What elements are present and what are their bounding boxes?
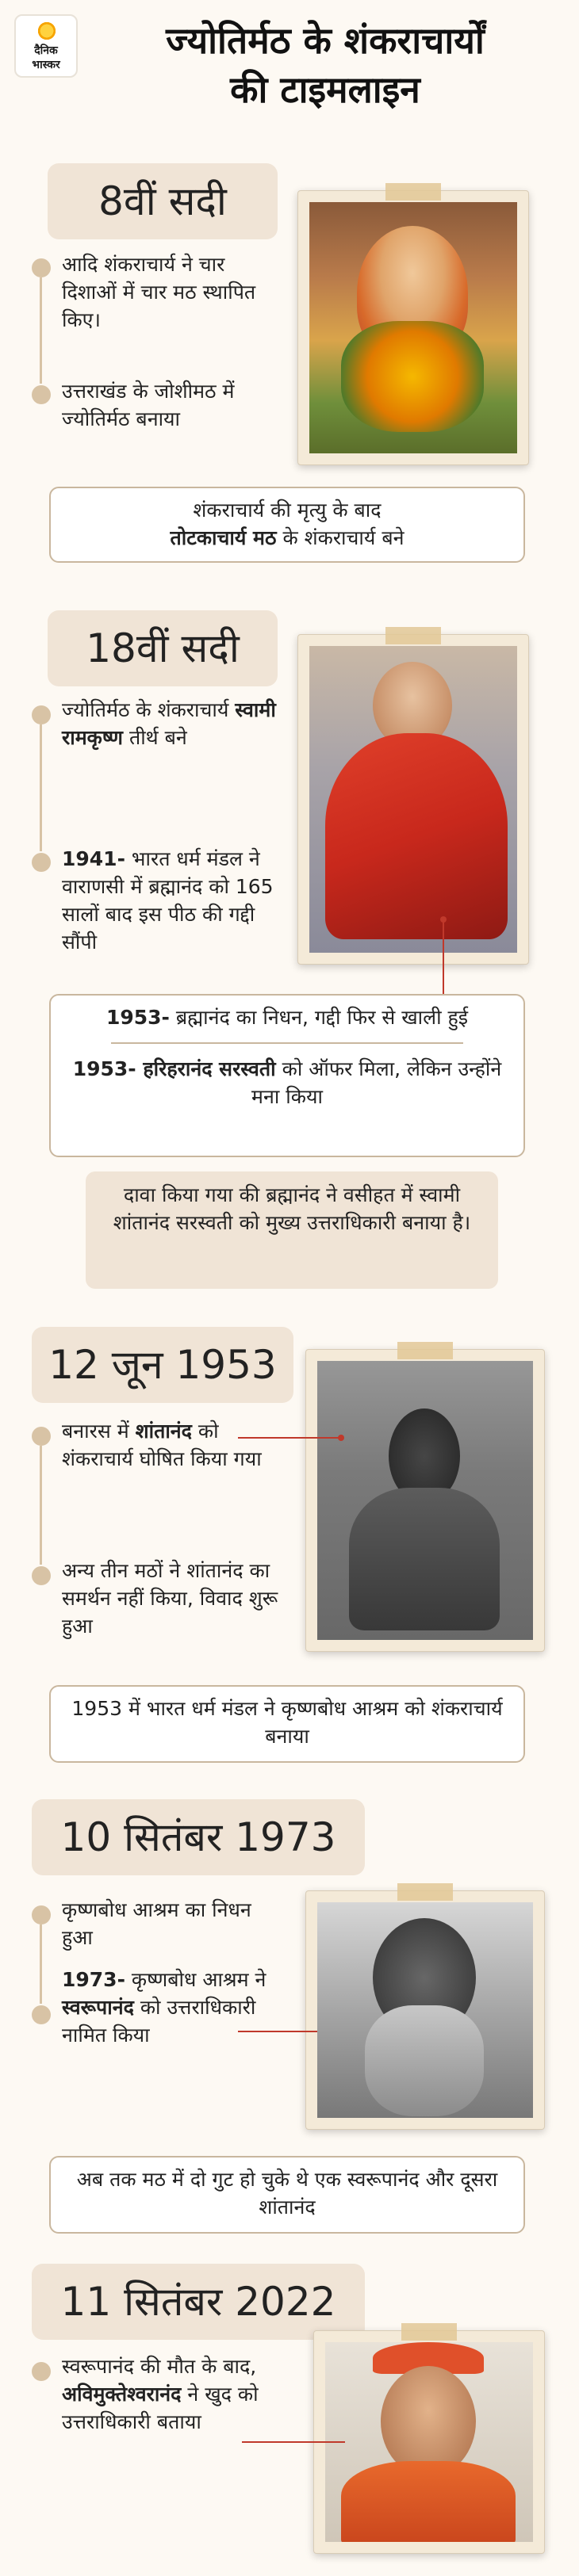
- point-year: 1941-: [62, 847, 125, 870]
- info-box-text: को ऑफर मिला, लेकिन उन्होंने मना किया: [251, 1057, 502, 1108]
- timeline-bullet: [32, 2005, 51, 2024]
- timeline-bullet: [32, 853, 51, 872]
- divider: [111, 1042, 463, 1044]
- era-label: 11 सितंबर 2022: [32, 2264, 365, 2340]
- point-bold: अविमुक्तेश्वरानंद: [62, 2383, 182, 2406]
- timeline-point: कृष्णबोध आश्रम का निधन हुआ: [62, 1898, 251, 1949]
- point-text-end: तीर्थ बने: [128, 726, 187, 749]
- info-box-year: 1953-: [105, 1006, 170, 1029]
- timeline-point: [62, 845, 276, 956]
- logo-line1: दैनिक: [34, 44, 58, 57]
- info-box-bold: तोटकाचार्य मठ: [170, 526, 277, 549]
- portrait-photo: [305, 1349, 545, 1652]
- timeline-point: [62, 2352, 300, 2436]
- timeline-bullet: [32, 1566, 51, 1585]
- point-year: 1973-: [62, 1968, 125, 1991]
- info-box: 1953 में भारत धर्म मंडल ने कृष्णबोध आश्रम को शंकराचार्य बनाया: [49, 1685, 525, 1763]
- point-bold: स्वरूपानंद: [62, 1996, 134, 2019]
- info-box: अब तक मठ में दो गुट हो चुके थे एक स्वरूपानंद और दूसरा शांतानंद: [49, 2156, 525, 2234]
- info-box-year: 1953- हरिहरानंद सरस्वती: [72, 1057, 276, 1080]
- point-text: कृष्णबोध आश्रम ने: [131, 1968, 266, 1991]
- point-text: भारत धर्म मंडल ने वाराणसी में ब्रह्मानंद को 165 सालों बाद इस पीठ की गद्दी सौंपी: [62, 847, 274, 954]
- info-box-row1: [63, 1003, 511, 1031]
- point-text-end: को उत्तराधिकारी नामित किया: [62, 1996, 256, 2047]
- connector-dot: [338, 1435, 344, 1441]
- info-box: [49, 994, 525, 1157]
- photo-tape: [401, 2323, 457, 2341]
- note-box: दावा किया गया की ब्रह्मानंद ने वसीहत में स्वामी शांतानंद सरस्वती को मुख्य उत्तराधिकारी बनाया है।: [86, 1171, 498, 1289]
- info-box-text: ब्रह्मानंद का निधन, गद्दी फिर से खाली हुई: [175, 1006, 469, 1029]
- timeline-line: [40, 277, 42, 384]
- era-label: 18वीं सदी: [48, 610, 278, 686]
- timeline-point: अन्य तीन मठों ने शांतानंद का समर्थन नहीं किया, विवाद शुरू हुआ: [62, 1559, 278, 1638]
- connector-line: [242, 2441, 345, 2443]
- portrait-photo: [297, 634, 529, 965]
- sun-icon: [36, 21, 57, 41]
- point-bold: स्वामी रामकृष्ण: [62, 698, 276, 749]
- connector-dot: [440, 916, 447, 923]
- logo-line2: भास्कर: [32, 59, 60, 71]
- title-line2: की टाइमलाइन: [230, 68, 420, 111]
- point-bold: शांतानंद: [135, 1420, 192, 1443]
- era-label: 12 जून 1953: [32, 1327, 293, 1403]
- timeline-line: [40, 724, 42, 851]
- title-line1: ज्योतिर्मठ के शंकराचार्यों: [166, 19, 485, 62]
- timeline-point: [62, 1417, 292, 1473]
- era-label: 10 सितंबर 1973: [32, 1799, 365, 1875]
- page-title: [87, 16, 563, 114]
- info-box: [49, 487, 525, 563]
- photo-tape: [385, 627, 441, 644]
- portrait-photo: [305, 1890, 545, 2130]
- timeline-bullet: [32, 1905, 51, 1924]
- timeline-point: [62, 1966, 292, 2049]
- dainik-bhaskar-logo: [14, 14, 78, 78]
- info-box-line1: शंकराचार्य की मृत्यु के बाद: [193, 499, 382, 522]
- timeline-bullet: [32, 2362, 51, 2381]
- timeline-point: आदि शंकराचार्य ने चार दिशाओं में चार मठ स्थापित किए।: [62, 253, 256, 331]
- portrait-photo: [297, 190, 529, 465]
- point-text: बनारस में: [62, 1420, 129, 1443]
- timeline-bullet: [32, 1427, 51, 1446]
- timeline-bullet: [32, 258, 51, 277]
- info-box-rest: के शंकराचार्य बने: [282, 526, 405, 549]
- timeline-line: [40, 1446, 42, 1565]
- photo-tape: [397, 1883, 453, 1901]
- photo-tape: [385, 183, 441, 201]
- timeline-line: [40, 1924, 42, 2004]
- point-text: स्वरूपानंद की मौत के बाद,: [62, 2355, 257, 2378]
- timeline-point: उत्तराखंड के जोशीमठ में ज्योतिर्मठ बनाया: [62, 380, 235, 430]
- timeline-bullet: [32, 705, 51, 724]
- timeline-bullet: [32, 385, 51, 404]
- portrait-photo: [313, 2330, 545, 2554]
- point-text-end: को शंकराचार्य घोषित किया गया: [62, 1420, 262, 1470]
- photo-tape: [397, 1342, 453, 1359]
- era-label: 8वीं सदी: [48, 163, 278, 239]
- timeline-point: [62, 696, 276, 751]
- point-text-end: ने खुद को उत्तराधिकारी बताया: [62, 2383, 259, 2433]
- info-box-row2: [63, 1055, 511, 1110]
- point-text: ज्योतिर्मठ के शंकराचार्य: [62, 698, 229, 721]
